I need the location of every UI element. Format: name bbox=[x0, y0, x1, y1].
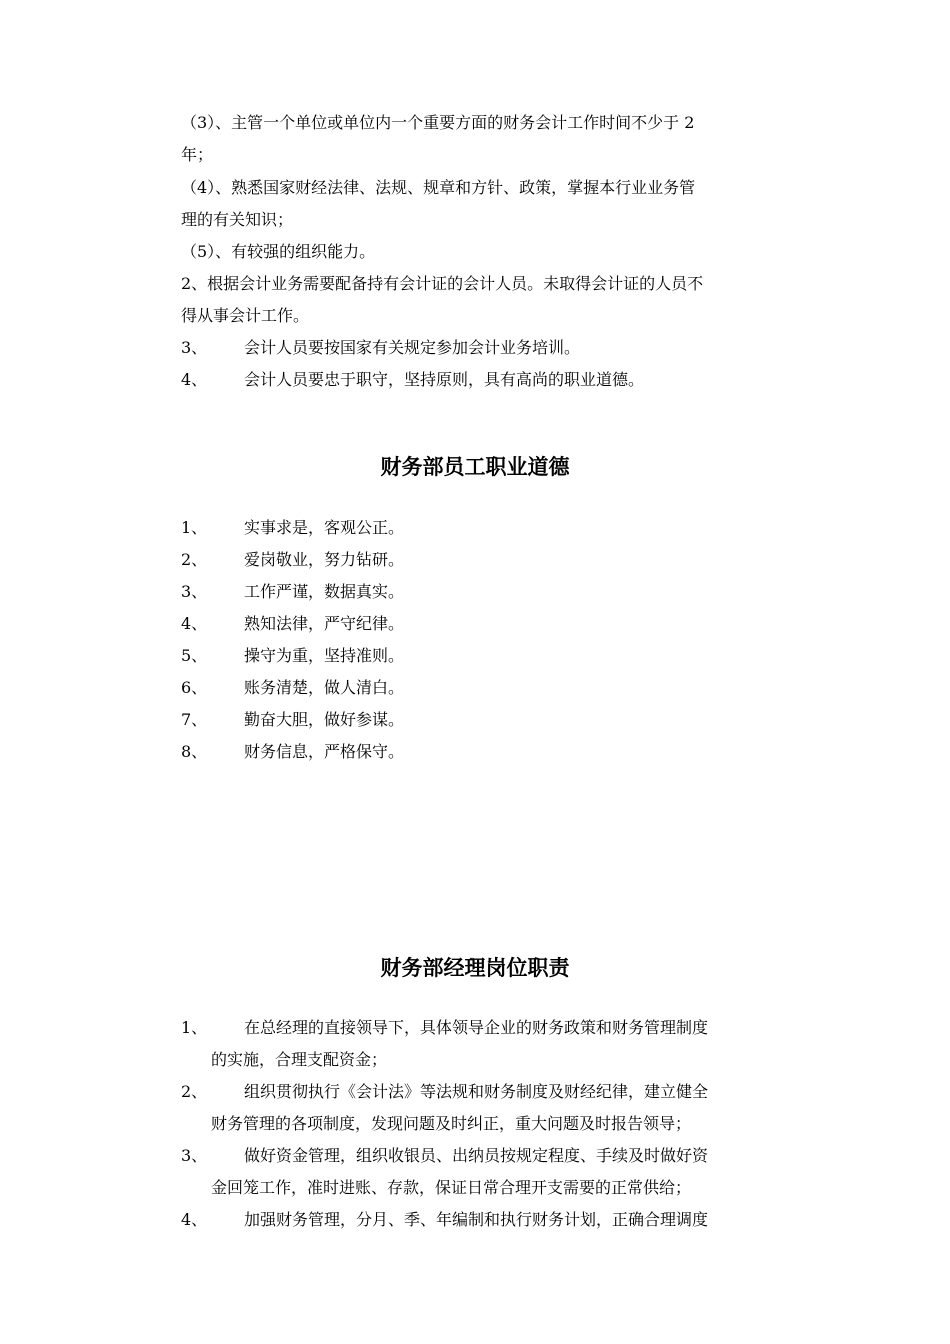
intro-line-3: （4）、熟悉国家财经法律、法规、规章和方针、政策，掌握本行业业务管 bbox=[181, 178, 696, 197]
ethics-item bbox=[181, 672, 821, 704]
ethics-title: 财务部员工职业道德 bbox=[380, 455, 570, 479]
manager-item bbox=[181, 1012, 821, 1044]
item-text: 组织贯彻执行《会计法》等法规和财务制度及财经纪律，建立健全 bbox=[244, 1082, 709, 1101]
item-text: 实事求是，客观公正。 bbox=[244, 518, 405, 537]
item-number: 1、 bbox=[181, 518, 208, 537]
intro-line-6: 2、根据会计业务需要配备持有会计证的会计人员。未取得会计证的人员不 bbox=[181, 274, 704, 293]
item-number: 4、 bbox=[181, 1210, 208, 1229]
intro-line-7: 得从事会计工作。 bbox=[181, 306, 310, 325]
item-text: 熟知法律，严守纪律。 bbox=[244, 614, 405, 633]
item-text: 做好资金管理，组织收银员、出纳员按规定程度、手续及时做好资 bbox=[244, 1146, 709, 1165]
item-number: 4、 bbox=[181, 370, 208, 389]
manager-item bbox=[181, 1076, 821, 1108]
item-text: 勤奋大胆，做好参谋。 bbox=[244, 710, 405, 729]
intro-item-3 bbox=[181, 332, 821, 364]
ethics-item bbox=[181, 608, 821, 640]
intro-line-1: （3）、主管一个单位或单位内一个重要方面的财务会计工作时间不少于 2 bbox=[181, 113, 695, 132]
manager-title: 财务部经理岗位职责 bbox=[380, 956, 570, 980]
item-text: 财务信息，严格保守。 bbox=[244, 742, 405, 761]
item-number: 6、 bbox=[181, 678, 208, 697]
manager-item-continuation: 金回笼工作，准时进账、存款，保证日常合理开支需要的正常供给； bbox=[211, 1178, 692, 1197]
item-text: 会计人员要忠于职守，坚持原则，具有高尚的职业道德。 bbox=[244, 370, 645, 389]
ethics-item bbox=[181, 704, 821, 736]
item-number: 3、 bbox=[181, 582, 208, 601]
item-number: 2、 bbox=[181, 550, 208, 569]
item-number: 3、 bbox=[181, 338, 208, 357]
item-text: 会计人员要按国家有关规定参加会计业务培训。 bbox=[244, 338, 581, 357]
item-number: 4、 bbox=[181, 614, 208, 633]
item-text: 在总经理的直接领导下，具体领导企业的财务政策和财务管理制度 bbox=[244, 1018, 709, 1037]
ethics-item bbox=[181, 736, 821, 768]
intro-line-4: 理的有关知识； bbox=[181, 210, 294, 229]
manager-item-continuation: 的实施，合理支配资金； bbox=[211, 1050, 388, 1069]
ethics-item bbox=[181, 576, 821, 608]
manager-item bbox=[181, 1204, 821, 1236]
item-number: 7、 bbox=[181, 710, 208, 729]
intro-line-2: 年； bbox=[181, 145, 214, 164]
ethics-item bbox=[181, 640, 821, 672]
manager-item bbox=[181, 1140, 821, 1172]
item-text: 操守为重，坚持准则。 bbox=[244, 646, 405, 665]
ethics-item bbox=[181, 544, 821, 576]
item-number: 8、 bbox=[181, 742, 208, 761]
item-number: 5、 bbox=[181, 646, 208, 665]
item-number: 2、 bbox=[181, 1082, 208, 1101]
item-text: 加强财务管理，分月、季、年编制和执行财务计划，正确合理调度 bbox=[244, 1210, 709, 1229]
item-text: 账务清楚，做人清白。 bbox=[244, 678, 405, 697]
ethics-item bbox=[181, 512, 821, 544]
item-text: 工作严谨，数据真实。 bbox=[244, 582, 405, 601]
manager-item-continuation: 财务管理的各项制度，发现问题及时纠正，重大问题及时报告领导； bbox=[211, 1114, 692, 1133]
intro-line-5: （5）、有较强的组织能力。 bbox=[181, 242, 376, 261]
intro-item-4 bbox=[181, 364, 821, 396]
item-text: 爱岗敬业，努力钻研。 bbox=[244, 550, 405, 569]
item-number: 3、 bbox=[181, 1146, 208, 1165]
item-number: 1、 bbox=[181, 1018, 208, 1037]
